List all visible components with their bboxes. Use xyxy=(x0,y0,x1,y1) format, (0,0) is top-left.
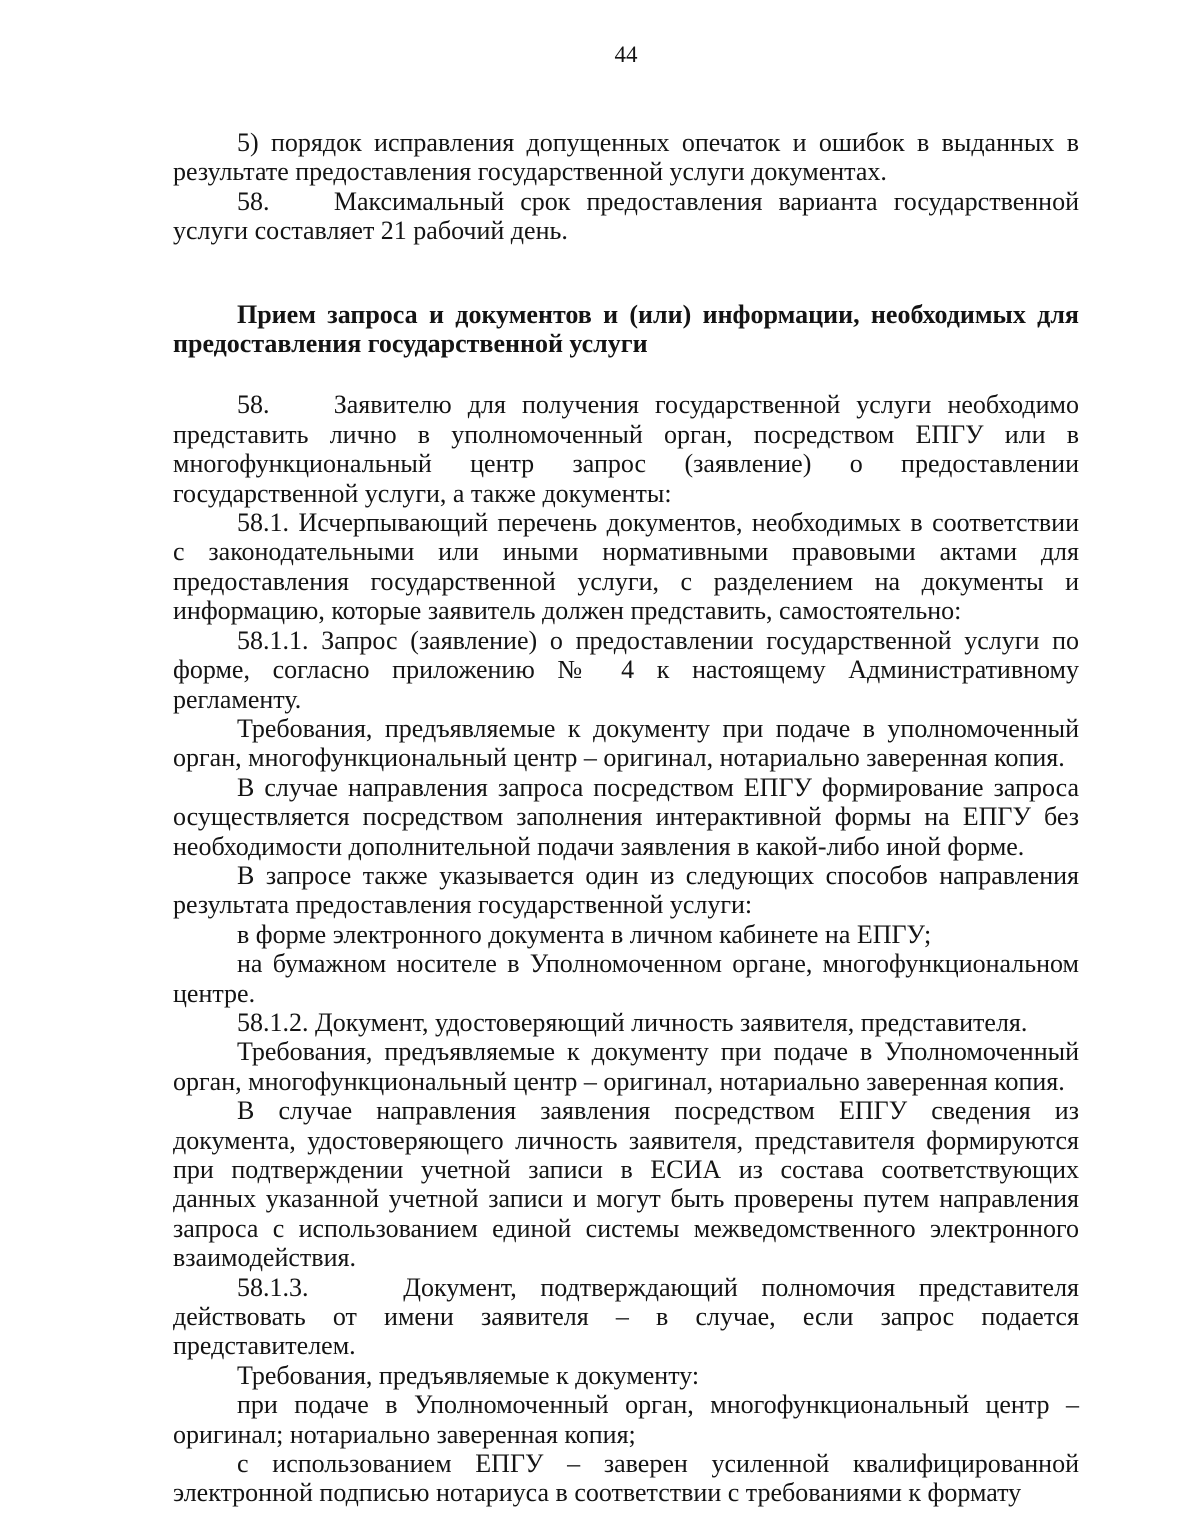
paragraph: 58.1.3. Документ, подтверждающий полномочия представителя действовать от имени заявителя – в случае, если запрос подается представителем. xyxy=(173,1272,1079,1361)
document-body xyxy=(173,128,1079,1508)
paragraph: в форме электронного документа в личном кабинете на ЕПГУ; xyxy=(237,919,932,949)
paragraph: 58.1.1. Запрос (заявление) о предоставлении государственной услуги по форме, согласно приложению № 4 к настоящему Административному регламенту. xyxy=(173,625,1079,714)
paragraph: В запросе также указывается один из следующих способов направления результата предоставления государственной услуги: xyxy=(173,860,1079,920)
paragraph: Требования, предъявляемые к документу при подаче в уполномоченный орган, многофункциональный центр – оригинал, нотариально заверенная копия. xyxy=(173,713,1079,773)
spacer xyxy=(173,358,1079,385)
paragraph: Требования, предъявляемые к документу при подаче в Уполномоченный орган, многофункциональный центр – оригинал, нотариально заверенная копия. xyxy=(173,1037,1079,1096)
page-number: 44 xyxy=(614,42,638,67)
paragraph: Требования, предъявляемые к документу: xyxy=(237,1360,700,1390)
paragraph: на бумажном носителе в Уполномоченном органе, многофункциональном центре. xyxy=(173,949,1079,1008)
paragraph: с использованием ЕПГУ – заверен усиленной квалифицированной электронной подписью нотариуса в соответствии с требованиями к формату xyxy=(173,1449,1079,1508)
section-heading: Прием запроса и документов и (или) информации, необходимых для предоставления государственной услуги xyxy=(173,299,1079,359)
paragraph: 5) порядок исправления допущенных опечаток и ошибок в выданных в результате предоставления государственной услуги документах. xyxy=(173,128,1079,187)
spacer xyxy=(173,273,1079,300)
paragraph: 58. Заявителю для получения государственной услуги необходимо представить лично в уполномоченный орган, посредством ЕПГУ или в многофункциональный центр запрос (заявление) о предоставлении государственной услуги, а также документы: xyxy=(173,390,1079,508)
spacer xyxy=(173,246,1079,273)
paragraph: 58. Максимальный срок предоставления варианта государственной услуги составляет 21 рабочий день. xyxy=(173,186,1079,246)
paragraph: В случае направления запроса посредством ЕПГУ формирование запроса осуществляется посредством заполнения интерактивной формы на ЕПГУ без необходимости дополнительной подачи заявления в какой-либо иной форме. xyxy=(173,772,1079,861)
paragraph: 58.1.2. Документ, удостоверяющий личность заявителя, представителя. xyxy=(237,1007,1028,1037)
paragraph: 58.1. Исчерпывающий перечень документов, необходимых в соответствии с законодательными или иными нормативными правовыми актами для предоставления государственной услуги, с разделением на документы и информацию, которые заявитель должен представить, самостоятельно: xyxy=(173,508,1079,626)
paragraph: при подаче в Уполномоченный орган, многофункциональный центр – оригинал; нотариально заверенная копия; xyxy=(173,1390,1079,1449)
paragraph: В случае направления заявления посредством ЕПГУ сведения из документа, удостоверяющего личность заявителя, представителя формируются при подтверждении учетной записи в ЕСИА из состава соответствующих данных указанной учетной записи и могут быть проверены путем направления запроса с использованием единой системы межведомственного электронного взаимодействия. xyxy=(173,1096,1079,1273)
